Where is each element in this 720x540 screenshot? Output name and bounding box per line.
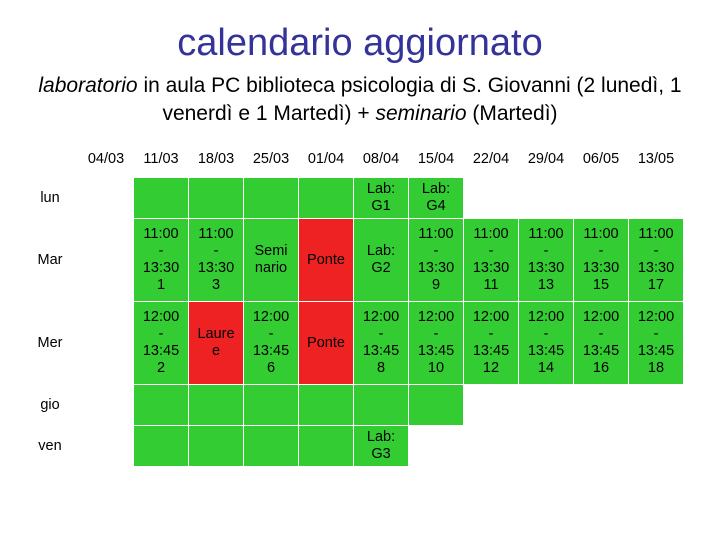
date-header: 29/04: [527, 150, 565, 167]
calendar-row: [22, 426, 684, 467]
date-header: 18/03: [197, 150, 235, 167]
day-cell: [354, 385, 409, 426]
day-cell: [79, 178, 134, 219]
day-label: gio: [22, 385, 79, 426]
date-header: 06/05: [582, 150, 620, 167]
day-cell: 12:00 - 13:45 10: [409, 302, 464, 385]
date-header: 08/04: [362, 150, 400, 167]
page-title: calendario aggiornato: [177, 22, 543, 64]
day-cell: Laure e: [189, 302, 244, 385]
day-cell: [244, 426, 299, 467]
day-cell: [574, 178, 629, 219]
day-cell: [134, 385, 189, 426]
day-cell: [464, 426, 519, 467]
day-cell: [134, 426, 189, 467]
calendar-row: [22, 178, 684, 219]
corner-cell: [22, 141, 79, 178]
day-cell: [299, 426, 354, 467]
calendar-row: [22, 219, 684, 302]
day-cell: Lab: G2: [354, 219, 409, 302]
subtitle-lab-word: laboratorio: [38, 74, 138, 97]
day-cell: [244, 178, 299, 219]
day-cell: Lab: G3: [354, 426, 409, 467]
subtitle-text-end: (Martedì): [466, 102, 558, 125]
day-cell: [464, 385, 519, 426]
day-cell: 12:00 - 13:45 12: [464, 302, 519, 385]
date-header: 13/05: [637, 150, 675, 167]
day-cell: 12:00 - 13:45 2: [134, 302, 189, 385]
calendar-body: [22, 178, 684, 467]
day-cell: [79, 302, 134, 385]
day-cell: [574, 385, 629, 426]
day-cell: [629, 385, 684, 426]
subtitle-text: in aula PC biblioteca psicologia di S. Giovanni (2 lunedì, 1 venerdì e 1 Martedì) +: [137, 74, 682, 125]
day-cell: [299, 385, 354, 426]
day-cell: 11:00 - 13:30 1: [134, 219, 189, 302]
day-cell: 11:00 - 13:30 13: [519, 219, 574, 302]
day-cell: 11:00 - 13:30 9: [409, 219, 464, 302]
day-cell: 11:00 - 13:30 15: [574, 219, 629, 302]
date-header-row: [22, 141, 684, 178]
day-cell: [134, 178, 189, 219]
day-cell: [79, 385, 134, 426]
day-cell: 11:00 - 13:30 17: [629, 219, 684, 302]
day-cell: 12:00 - 13:45 6: [244, 302, 299, 385]
day-cell: [629, 178, 684, 219]
calendar-row: [22, 302, 684, 385]
day-cell: [519, 178, 574, 219]
day-cell: 12:00 - 13:45 18: [629, 302, 684, 385]
calendar-table: [22, 141, 684, 467]
date-header: 01/04: [307, 150, 345, 167]
date-header: 22/04: [472, 150, 510, 167]
day-cell: 12:00 - 13:45 16: [574, 302, 629, 385]
date-header: 15/04: [417, 150, 455, 167]
day-cell: Ponte: [299, 219, 354, 302]
day-cell: Lab: G1: [354, 178, 409, 219]
day-label: ven: [22, 426, 79, 467]
day-cell: 11:00 - 13:30 3: [189, 219, 244, 302]
day-cell: [519, 426, 574, 467]
day-cell: Semi nario: [244, 219, 299, 302]
day-cell: Ponte: [299, 302, 354, 385]
day-cell: [189, 178, 244, 219]
day-label: lun: [22, 178, 79, 219]
day-cell: [244, 385, 299, 426]
date-header: 25/03: [252, 150, 290, 167]
day-cell: Lab: G4: [409, 178, 464, 219]
day-cell: [574, 426, 629, 467]
day-cell: [79, 219, 134, 302]
day-cell: [299, 178, 354, 219]
date-header: 11/03: [143, 150, 179, 167]
subtitle-seminar-word: seminario: [375, 102, 467, 125]
day-label: Mar: [22, 219, 79, 302]
day-cell: 11:00 - 13:30 11: [464, 219, 519, 302]
day-cell: [189, 426, 244, 467]
day-cell: [409, 426, 464, 467]
day-cell: [519, 385, 574, 426]
day-cell: [409, 385, 464, 426]
day-cell: 12:00 - 13:45 14: [519, 302, 574, 385]
day-cell: 12:00 - 13:45 8: [354, 302, 409, 385]
day-label: Mer: [22, 302, 79, 385]
date-header: 04/03: [87, 150, 125, 167]
day-cell: [464, 178, 519, 219]
day-cell: [79, 426, 134, 467]
day-cell: [189, 385, 244, 426]
calendar-row: [22, 385, 684, 426]
page-subtitle: [20, 72, 700, 128]
day-cell: [629, 426, 684, 467]
